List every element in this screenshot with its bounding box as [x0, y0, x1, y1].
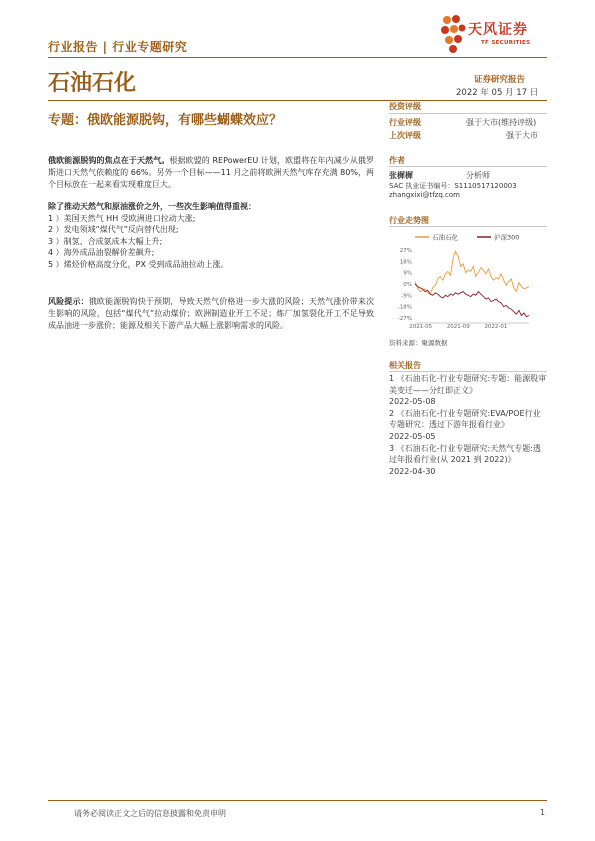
secondary-effects-lead: 除了推动天然气和原油涨价之外，一些次生影响值得重视：: [48, 202, 256, 211]
related-section-title: 相关报告: [389, 361, 421, 370]
risk-paragraph: [48, 296, 374, 333]
industry-rating-value: 强于大市(维持评级): [466, 118, 537, 127]
related-divider: [389, 371, 547, 372]
industry-trend-chart: [389, 228, 547, 336]
author-section-title: 作者: [389, 156, 405, 165]
related-report-date: 2022-05-08: [389, 397, 436, 407]
author-role: 分析师: [466, 171, 490, 180]
title-divider: [48, 100, 547, 101]
related-report-date: 2022-05-05: [389, 431, 436, 441]
y-tick-label: 18%: [399, 259, 412, 266]
y-tick-label: -18%: [397, 304, 412, 311]
summary-lead: 俄欧能源脱钩的焦点在于天然气。: [48, 156, 170, 165]
related-report-item[interactable]: 3 《石油石化-行业专题研究:天然气专题:透过年报看行业(从 2021 到 2022)》: [389, 443, 541, 465]
related-report-item[interactable]: 1 《石油石化-行业专题研究:专题：能源股审美变迁——分红即正义》: [389, 374, 547, 395]
legend-label-series-1: 石油石化: [432, 233, 458, 242]
legend: [415, 233, 519, 242]
report-subtitle: 专题：俄欧能源脱钩，有哪些蝴蝶效应？: [48, 113, 283, 128]
logo-english: TF SECURITIES: [481, 40, 531, 46]
summary-text: 根据欧盟的 REPowerEU 计划，欧盟将在年内减少从俄罗斯进口天然气依赖度的 66%。另外一个目标——11 月之前将欧洲天然气库存充满 80%，两个目标放在一起来看实现难度巨大。: [48, 156, 375, 190]
footer-divider: [48, 800, 547, 801]
previous-rating-value: 强于大市: [506, 131, 538, 140]
list-item: 5 ）烯烃价格高度分化，PX 受到成品油拉动上涨。: [48, 259, 229, 269]
page-title: 石油石化: [48, 71, 137, 96]
secondary-effects-list: [48, 213, 368, 270]
risk-text: 俄欧能源脱钩快于预期，导致天然气价格进一步大涨的风险；天然气涨价带来次生影响的风险，包括“煤代气”拉动煤价；欧洲制造业开工不足；炼厂加氢裂化开工不足导致成品油进一步涨价；能源及相关下游产品大幅上涨影响需求的风险。: [48, 297, 375, 331]
author-email[interactable]: zhangxixi@tfzq.com: [389, 191, 460, 199]
list-item: 2 ）发电领域“煤代气”反向替代出现;: [48, 225, 179, 235]
y-tick-label: 9%: [403, 270, 412, 277]
header-divider: [48, 57, 547, 58]
summary-paragraph: [48, 155, 374, 192]
trend-section-title: 行业走势图: [389, 216, 429, 225]
list-item: 4 ）海外成品油裂解价差飙升;: [48, 248, 155, 258]
y-tick-label: 0%: [403, 282, 412, 288]
related-report-date: 2022-04-30: [389, 466, 436, 476]
risk-lead: 风险提示：: [48, 297, 89, 306]
related-report-item[interactable]: 2 《石油石化-行业专题研究:EVA/POE行业专题研究：透过下游年报看行业》: [389, 408, 541, 430]
x-tick-label: 2021-05: [409, 324, 433, 330]
legend-label-series-2: 沪深300: [494, 233, 520, 242]
x-tick-label: 2021-09: [446, 324, 470, 330]
rating-section-title: 投资评级: [389, 102, 421, 111]
trend-divider: [389, 226, 547, 227]
related-report-list: [389, 373, 547, 477]
list-item: 1 ）美国天然气 HH 受欧洲进口拉动大涨;: [48, 214, 196, 223]
report-category: 行业报告 | 行业专题研究: [48, 40, 188, 54]
author-sac: SAC 执业证书编号：S1110517120003: [389, 182, 517, 190]
report-date: 2022 年 05 月 17 日: [456, 88, 539, 98]
page-number: 1: [540, 808, 546, 817]
footer-disclaimer[interactable]: 请务必阅读正文之后的信息披露和免责申明: [74, 809, 226, 818]
author-divider: [389, 166, 547, 167]
y-tick-label: -27%: [397, 316, 412, 322]
x-tick-label: 2022-01: [484, 324, 508, 330]
tf-logo-icon: [440, 14, 466, 54]
author-name: 张樨樨: [389, 171, 413, 180]
industry-rating-label: 行业评级: [389, 118, 421, 127]
report-type: 证券研究报告: [474, 75, 526, 85]
x-axis: [409, 324, 507, 330]
logo-text: 天风证券: [468, 22, 528, 38]
chart-source: 资料来源：聚源数据: [389, 339, 448, 347]
rating-divider: [389, 113, 547, 114]
y-tick-label: 27%: [399, 248, 412, 254]
y-tick-label: -9%: [401, 293, 412, 300]
series-line-petrochemical: [415, 251, 529, 294]
previous-rating-label: 上次评级: [389, 131, 421, 140]
y-axis: [398, 248, 412, 322]
list-item: 3 ）制氢、合成氨成本大幅上升;: [48, 236, 163, 246]
